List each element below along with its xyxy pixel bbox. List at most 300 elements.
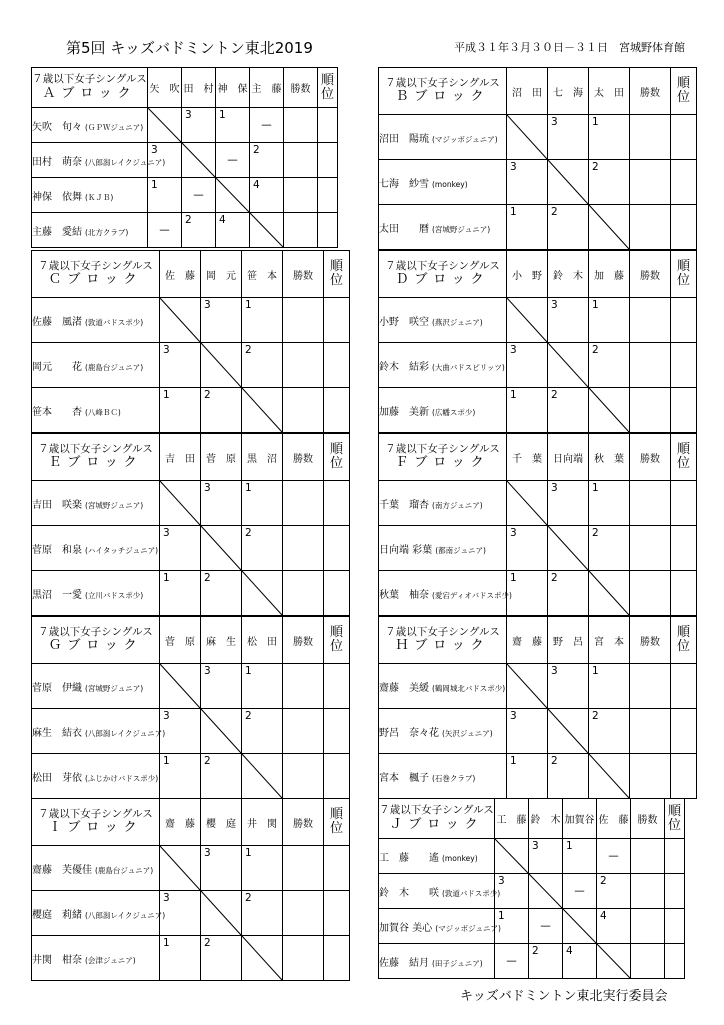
diagonal-line bbox=[507, 481, 547, 525]
player-club: (ＧＰＷジュニア) bbox=[85, 122, 144, 132]
wins-cell bbox=[630, 664, 671, 709]
match-score: — bbox=[540, 919, 551, 932]
wins-cell bbox=[283, 754, 324, 799]
match-score: 3 bbox=[532, 840, 539, 852]
player-club: (燕沢ジュニア) bbox=[432, 317, 483, 327]
player-name: 宮本 楓子 bbox=[379, 772, 429, 784]
rank-cell bbox=[324, 891, 350, 936]
column-header: 齋 藤 bbox=[507, 617, 548, 664]
diagonal-line bbox=[563, 909, 596, 943]
wins-cell bbox=[630, 160, 671, 205]
diagonal-line bbox=[597, 944, 630, 978]
match-score: 1 bbox=[151, 179, 158, 191]
rank-header bbox=[671, 617, 697, 664]
column-header: 齋 藤 bbox=[160, 799, 201, 846]
rank-cell bbox=[671, 526, 697, 571]
column-header: 鈴 木 bbox=[529, 799, 563, 839]
diagonal-cell bbox=[548, 709, 589, 754]
score-cell bbox=[160, 891, 201, 936]
match-score: 4 bbox=[219, 214, 226, 226]
wins-header: 勝数 bbox=[283, 799, 324, 846]
diagonal-cell bbox=[589, 754, 630, 799]
column-header: 加賀谷 bbox=[563, 799, 597, 839]
block-title bbox=[32, 68, 148, 108]
match-score: 2 bbox=[592, 344, 599, 356]
player-cell bbox=[32, 664, 160, 709]
block-header-row bbox=[32, 68, 338, 108]
diagonal-line bbox=[529, 874, 562, 908]
match-score: 1 bbox=[592, 299, 599, 311]
rank-cell bbox=[324, 388, 350, 433]
rank-header-bottom: 位 bbox=[320, 86, 334, 102]
player-row bbox=[32, 936, 350, 981]
diagonal-line bbox=[495, 839, 528, 873]
block-header-row bbox=[32, 251, 350, 298]
block-title bbox=[379, 434, 507, 481]
diagonal-cell bbox=[148, 108, 182, 143]
score-cell bbox=[495, 944, 529, 979]
wins-header: 勝数 bbox=[630, 251, 671, 298]
player-club: (マジッボジュニア) bbox=[432, 134, 498, 144]
rank-header bbox=[324, 617, 350, 664]
wins-cell bbox=[630, 115, 671, 160]
player-cell bbox=[32, 846, 160, 891]
diagonal-cell bbox=[597, 944, 631, 979]
diagonal-line bbox=[589, 205, 629, 249]
rank-cell bbox=[665, 839, 685, 874]
score-cell bbox=[182, 213, 216, 248]
player-club: (ふじかけバドスポ少) bbox=[85, 773, 159, 783]
column-header: 工 藤 bbox=[495, 799, 529, 839]
score-cell bbox=[507, 526, 548, 571]
column-header: 小 野 bbox=[507, 251, 548, 298]
wins-cell bbox=[631, 839, 665, 874]
diagonal-line bbox=[242, 754, 282, 798]
wins-cell bbox=[630, 298, 671, 343]
match-score: 2 bbox=[204, 389, 211, 401]
wins-cell bbox=[283, 388, 324, 433]
block-title bbox=[32, 799, 160, 846]
block-title bbox=[32, 251, 160, 298]
match-score: 2 bbox=[592, 161, 599, 173]
player-club: (鶴岡城北バドスポ少) bbox=[432, 683, 506, 693]
match-score: 2 bbox=[592, 527, 599, 539]
diagonal-cell bbox=[507, 664, 548, 709]
match-score: 2 bbox=[600, 875, 607, 887]
match-score: 1 bbox=[498, 910, 505, 922]
rank-cell bbox=[671, 664, 697, 709]
column-header: 黒 沼 bbox=[242, 434, 283, 481]
rank-header-bottom: 位 bbox=[676, 90, 690, 105]
wins-header: 勝数 bbox=[630, 617, 671, 664]
block-name: Ｂブロック bbox=[395, 89, 490, 105]
score-cell bbox=[201, 846, 242, 891]
rank-header bbox=[671, 251, 697, 298]
wins-cell bbox=[283, 846, 324, 891]
player-name: 太田 暦 bbox=[379, 223, 429, 235]
column-header: 七 海 bbox=[548, 68, 589, 115]
match-score: 3 bbox=[551, 665, 558, 677]
rank-cell bbox=[324, 709, 350, 754]
score-cell bbox=[250, 108, 284, 143]
player-row bbox=[32, 213, 338, 248]
player-row bbox=[32, 754, 350, 799]
score-cell bbox=[597, 874, 631, 909]
score-cell bbox=[242, 298, 283, 343]
match-score: — bbox=[227, 153, 238, 166]
wins-cell bbox=[630, 481, 671, 526]
player-cell bbox=[32, 754, 160, 799]
match-score: 4 bbox=[600, 910, 607, 922]
player-club: (立川バドスポ少) bbox=[85, 590, 144, 600]
match-score: 2 bbox=[245, 527, 252, 539]
score-cell bbox=[529, 944, 563, 979]
score-cell bbox=[148, 213, 182, 248]
player-name: 齋藤 美緩 bbox=[379, 682, 429, 694]
score-cell bbox=[242, 526, 283, 571]
rank-cell bbox=[318, 178, 338, 213]
block-header-row bbox=[32, 617, 350, 664]
rank-cell bbox=[318, 213, 338, 248]
player-name: 井関 柑奈 bbox=[32, 954, 82, 966]
match-score: 3 bbox=[163, 710, 170, 722]
diagonal-line bbox=[182, 143, 215, 177]
score-cell bbox=[589, 160, 630, 205]
score-cell bbox=[250, 178, 284, 213]
block-table bbox=[378, 250, 697, 433]
block-title bbox=[32, 617, 160, 664]
player-row bbox=[32, 143, 338, 178]
block-title bbox=[379, 799, 495, 839]
player-name: 小野 咲空 bbox=[379, 316, 429, 328]
wins-cell bbox=[284, 108, 318, 143]
match-score: 3 bbox=[498, 875, 505, 887]
player-row bbox=[379, 160, 697, 205]
player-club: (鹿島台ジュニア) bbox=[85, 362, 144, 372]
player-cell bbox=[379, 909, 501, 944]
player-cell bbox=[379, 526, 507, 571]
score-cell bbox=[507, 160, 548, 205]
block-name: Ａブロック bbox=[42, 85, 137, 101]
score-cell bbox=[182, 178, 216, 213]
column-header: 麻 生 bbox=[201, 617, 242, 664]
player-row bbox=[32, 388, 350, 433]
rank-header bbox=[324, 434, 350, 481]
diagonal-line bbox=[507, 664, 547, 708]
player-cell bbox=[32, 526, 160, 571]
rank-header-bottom: 位 bbox=[676, 273, 690, 288]
player-row bbox=[32, 108, 338, 143]
score-cell bbox=[529, 839, 563, 874]
score-cell bbox=[589, 709, 630, 754]
category-label: ７歳以下女子シングルス bbox=[38, 807, 153, 820]
column-header: 主 藤 bbox=[250, 68, 284, 108]
rank-cell bbox=[324, 754, 350, 799]
match-score: 2 bbox=[245, 892, 252, 904]
rank-cell bbox=[671, 481, 697, 526]
rank-cell bbox=[324, 526, 350, 571]
player-club: (monkey) bbox=[442, 853, 478, 863]
score-cell bbox=[201, 388, 242, 433]
rank-cell bbox=[324, 664, 350, 709]
wins-cell bbox=[283, 891, 324, 936]
diagonal-cell bbox=[182, 143, 216, 178]
match-score: 1 bbox=[510, 755, 517, 767]
rank-cell bbox=[671, 709, 697, 754]
match-score: 3 bbox=[510, 527, 517, 539]
category-label: ７歳以下女子シングルス bbox=[32, 73, 147, 86]
rank-cell bbox=[324, 936, 350, 981]
diagonal-line bbox=[507, 115, 547, 159]
column-header: 神 保 bbox=[216, 68, 250, 108]
player-cell bbox=[32, 343, 160, 388]
match-score: 2 bbox=[204, 572, 211, 584]
wins-cell bbox=[283, 664, 324, 709]
diagonal-cell bbox=[548, 526, 589, 571]
score-cell bbox=[597, 839, 631, 874]
match-score: 2 bbox=[185, 214, 192, 226]
diagonal-cell bbox=[563, 909, 597, 944]
score-cell bbox=[589, 298, 630, 343]
rank-cell bbox=[324, 343, 350, 388]
player-name: 加藤 美新 bbox=[379, 406, 429, 418]
score-cell bbox=[242, 709, 283, 754]
player-name: 佐藤 風渚 bbox=[32, 316, 82, 328]
rank-cell bbox=[324, 481, 350, 526]
wins-cell bbox=[630, 754, 671, 799]
category-label: ７歳以下女子シングルス bbox=[38, 442, 153, 455]
diagonal-cell bbox=[242, 571, 283, 616]
diagonal-cell bbox=[529, 874, 563, 909]
player-club: (八郎潟レイクジュニア) bbox=[85, 157, 166, 167]
column-header: 田 村 bbox=[182, 68, 216, 108]
diagonal-line bbox=[548, 526, 588, 570]
block-table bbox=[378, 67, 697, 250]
player-row bbox=[32, 178, 338, 213]
wins-cell bbox=[631, 944, 665, 979]
diagonal-line bbox=[548, 160, 588, 204]
column-header: 佐 藤 bbox=[597, 799, 631, 839]
score-cell bbox=[160, 526, 201, 571]
match-score: — bbox=[608, 849, 619, 862]
score-cell bbox=[589, 526, 630, 571]
match-score: 2 bbox=[551, 572, 558, 584]
diagonal-cell bbox=[201, 526, 242, 571]
block-title bbox=[379, 68, 507, 115]
player-cell bbox=[32, 709, 166, 754]
wins-cell bbox=[630, 205, 671, 250]
match-score: 3 bbox=[204, 299, 211, 311]
player-club: (矢沢ジュニア) bbox=[442, 728, 493, 738]
block-name: Ｃブロック bbox=[48, 272, 143, 288]
score-cell bbox=[201, 571, 242, 616]
diagonal-cell bbox=[589, 205, 630, 250]
date-venue: 平成３１年３月３０日－３１日 宮城野体育館 bbox=[454, 41, 685, 54]
rank-header-bottom: 位 bbox=[329, 821, 343, 836]
player-cell bbox=[379, 115, 507, 160]
diagonal-cell bbox=[242, 754, 283, 799]
player-row bbox=[32, 891, 350, 936]
match-score: 2 bbox=[532, 945, 539, 957]
block-table bbox=[378, 433, 697, 616]
rank-header-top: 順 bbox=[329, 807, 343, 823]
score-cell bbox=[589, 115, 630, 160]
player-club: (八郎潟レイクジュニア) bbox=[85, 728, 166, 738]
column-header: 矢 吹 bbox=[148, 68, 182, 108]
player-name: 麻生 結衣 bbox=[32, 727, 82, 739]
match-score: 1 bbox=[510, 206, 517, 218]
category-label: ７歳以下女子シングルス bbox=[385, 76, 500, 89]
player-club: (田子ジュニア) bbox=[432, 958, 483, 968]
wins-header: 勝数 bbox=[283, 251, 324, 298]
score-cell bbox=[148, 143, 182, 178]
block-name: Ｇブロック bbox=[48, 638, 143, 654]
block-name: Ｉブロック bbox=[48, 820, 143, 836]
block-header-row bbox=[379, 617, 697, 664]
match-score: 2 bbox=[204, 755, 211, 767]
wins-header: 勝数 bbox=[630, 434, 671, 481]
diagonal-line bbox=[548, 343, 588, 387]
player-row bbox=[379, 343, 697, 388]
player-row bbox=[32, 846, 350, 891]
match-score: 1 bbox=[163, 937, 170, 949]
diagonal-line bbox=[160, 481, 200, 525]
player-cell bbox=[379, 709, 507, 754]
player-cell bbox=[32, 178, 148, 213]
wins-cell bbox=[283, 343, 324, 388]
rank-cell bbox=[324, 298, 350, 343]
column-header: 千 葉 bbox=[507, 434, 548, 481]
player-row bbox=[379, 526, 697, 571]
player-cell bbox=[32, 936, 160, 981]
block-table bbox=[31, 67, 338, 248]
rank-header-top: 順 bbox=[667, 803, 681, 819]
rank-cell bbox=[318, 108, 338, 143]
column-header: 野 呂 bbox=[548, 617, 589, 664]
match-score: 3 bbox=[204, 482, 211, 494]
player-row bbox=[32, 298, 350, 343]
wins-cell bbox=[630, 526, 671, 571]
wins-cell bbox=[630, 709, 671, 754]
diagonal-cell bbox=[201, 891, 242, 936]
rank-cell bbox=[324, 571, 350, 616]
match-score: 3 bbox=[151, 144, 158, 156]
match-score: 4 bbox=[566, 945, 573, 957]
player-row bbox=[379, 481, 697, 526]
rank-header bbox=[671, 68, 697, 115]
score-cell bbox=[242, 343, 283, 388]
block-name: Ｊブロック bbox=[389, 816, 484, 832]
block-table bbox=[31, 433, 350, 616]
player-row bbox=[379, 754, 697, 799]
match-score: 1 bbox=[510, 572, 517, 584]
block-header-row bbox=[32, 799, 350, 846]
category-label: ７歳以下女子シングルス bbox=[379, 804, 494, 817]
player-cell bbox=[379, 343, 507, 388]
diagonal-line bbox=[589, 388, 629, 432]
player-club: (八峰ＢＣ) bbox=[85, 407, 121, 417]
player-club: (monkey) bbox=[432, 179, 468, 189]
wins-cell bbox=[283, 709, 324, 754]
rank-header-top: 順 bbox=[676, 442, 690, 458]
player-club: (宮城野ジュニア) bbox=[85, 683, 144, 693]
score-cell bbox=[242, 891, 283, 936]
player-name: 七海 紗雪 bbox=[379, 178, 429, 190]
player-cell bbox=[379, 839, 495, 874]
score-cell bbox=[160, 343, 201, 388]
diagonal-cell bbox=[160, 298, 201, 343]
rank-cell bbox=[318, 143, 338, 178]
player-cell bbox=[379, 160, 507, 205]
diagonal-line bbox=[201, 709, 241, 753]
match-score: 1 bbox=[219, 109, 226, 121]
player-row bbox=[32, 481, 350, 526]
category-label: ７歳以下女子シングルス bbox=[385, 259, 500, 272]
diagonal-cell bbox=[201, 343, 242, 388]
player-name: 神保 依舞 bbox=[32, 191, 82, 203]
column-header: 井 関 bbox=[242, 799, 283, 846]
diagonal-cell bbox=[160, 846, 201, 891]
score-cell bbox=[589, 343, 630, 388]
column-header: 佐 藤 bbox=[160, 251, 201, 298]
block-name: Ｆブロック bbox=[395, 455, 490, 471]
column-header: 宮 本 bbox=[589, 617, 630, 664]
player-row bbox=[379, 664, 697, 709]
player-row bbox=[32, 526, 350, 571]
wins-cell bbox=[283, 298, 324, 343]
player-name: 加賀谷 美心 bbox=[379, 922, 433, 934]
player-club: (敦道バドスポ少) bbox=[85, 317, 144, 327]
player-name: 黒沼 一愛 bbox=[32, 589, 82, 601]
match-score: 1 bbox=[510, 389, 517, 401]
rank-header bbox=[671, 434, 697, 481]
match-score: 4 bbox=[253, 179, 260, 191]
score-cell bbox=[160, 936, 201, 981]
column-header: 櫻 庭 bbox=[201, 799, 242, 846]
column-header: 太 田 bbox=[589, 68, 630, 115]
score-cell bbox=[250, 143, 284, 178]
wins-cell bbox=[284, 213, 318, 248]
player-club: (南方ジュニア) bbox=[432, 500, 483, 510]
match-score: 1 bbox=[245, 847, 252, 859]
player-cell bbox=[379, 298, 507, 343]
column-header: 菅 原 bbox=[201, 434, 242, 481]
diagonal-cell bbox=[160, 664, 201, 709]
player-name: 松田 芽依 bbox=[32, 772, 82, 784]
score-cell bbox=[589, 664, 630, 709]
player-name: 菅原 伊織 bbox=[32, 682, 82, 694]
match-score: 3 bbox=[551, 299, 558, 311]
player-name: 矢吹 旬々 bbox=[32, 121, 82, 133]
player-cell bbox=[379, 388, 507, 433]
match-score: 2 bbox=[592, 710, 599, 722]
match-score: 3 bbox=[510, 710, 517, 722]
player-name: 齋藤 芙優佳 bbox=[32, 864, 92, 876]
rank-cell bbox=[665, 909, 685, 944]
diagonal-line bbox=[242, 388, 282, 432]
wins-cell bbox=[631, 874, 665, 909]
diagonal-cell bbox=[201, 709, 242, 754]
player-row bbox=[32, 343, 350, 388]
score-cell bbox=[216, 143, 250, 178]
player-name: 野呂 奈々花 bbox=[379, 727, 439, 739]
score-cell bbox=[563, 944, 597, 979]
match-score: 2 bbox=[551, 755, 558, 767]
wins-header: 勝数 bbox=[630, 68, 671, 115]
rank-header-top: 順 bbox=[676, 259, 690, 275]
player-name: 菅原 和泉 bbox=[32, 544, 82, 556]
score-cell bbox=[201, 754, 242, 799]
